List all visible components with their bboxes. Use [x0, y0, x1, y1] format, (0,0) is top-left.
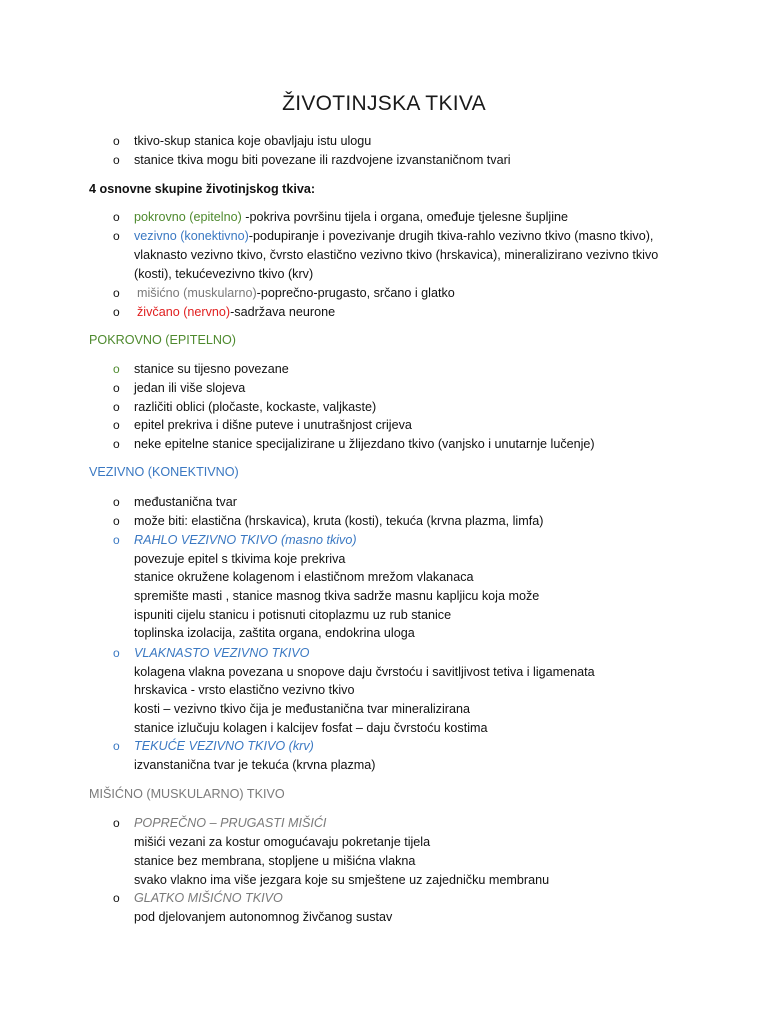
list-item: stanice bez membrana, stopljene u mišićna vlakna [134, 854, 416, 868]
list-item: kolagena vlakna povezana u snopove daju čvrstoću i savitljivost tetiva i ligamenata [134, 665, 595, 679]
bullet-icon: o [113, 381, 120, 395]
list-item: izvanstanična tvar je tekuća (krvna plazma) [134, 758, 376, 772]
list-item: mišići vezani za kostur omogućavaju pokretanje tijela [134, 835, 431, 849]
bullet-icon: o [113, 400, 120, 414]
bullet-icon: o [113, 514, 120, 528]
list-item: različiti oblici (pločaste, kockaste, valjkaste) [134, 400, 377, 414]
subsection-title-vlaknasto: VLAKNASTO VEZIVNO TKIVO [134, 646, 310, 660]
group-misicno-text: -poprečno-prugasto, srčano i glatko [256, 286, 455, 300]
bullet-icon: o [113, 646, 120, 660]
section-heading-vezivno: VEZIVNO (KONEKTIVNO) [89, 465, 239, 479]
bullet-icon: o [113, 305, 120, 319]
bullet-icon: o [113, 153, 120, 167]
list-item: stanice okružene kolagenom i elastičnom mrežom vlakanaca [134, 570, 474, 584]
group-vezivno-text: -podupiranje i povezivanje drugih tkiva-rahlo vezivno tkivo (masno tkivo), [248, 229, 654, 243]
list-item: pod djelovanjem autonomnog živčanog sustav [134, 910, 393, 924]
bullet-icon: o [113, 418, 120, 432]
group-epitel-text: -pokriva površinu tijela i organa, omeđuje tjelesne šupljine [241, 210, 569, 224]
subsection-title-glatko: GLATKO MIŠIĆNO TKIVO [134, 891, 283, 905]
section-heading-epitel: POKROVNO (EPITELNO) [89, 333, 236, 347]
bullet-icon: o [113, 437, 120, 451]
list-item: spremište masti , stanice masnog tkiva sadrže masnu kapljicu koja može [134, 589, 540, 603]
bullet-icon: o [113, 210, 120, 224]
group-misicno-name: mišićno (muskularno) [137, 286, 257, 300]
group-zivcano [137, 303, 335, 321]
group-epitel [134, 208, 568, 226]
group-vezivno-line2: vlaknasto vezivno tkivo, čvrsto elastično vezivno tkivo (hrskavica), mineralizirano vezivno tkivo [134, 248, 659, 262]
bullet-icon: o [113, 495, 120, 509]
group-epitel-name: pokrovno (epitelno) [134, 210, 242, 224]
list-item: stanice izlučuju kolagen i kalcijev fosfat – daju čvrstoću kostima [134, 721, 488, 735]
list-item: jedan ili više slojeva [134, 381, 246, 395]
subsection-title-tekuce: TEKUĆE VEZIVNO TKIVO (krv) [134, 739, 314, 753]
list-item: može biti: elastična (hrskavica), kruta (kosti), tekuća (krvna plazma, limfa) [134, 514, 544, 528]
bullet-icon: o [113, 286, 120, 300]
section-heading-misicno: MIŠIĆNO (MUSKULARNO) TKIVO [89, 787, 285, 801]
list-item: svako vlakno ima više jezgara koje su smještene uz zajedničku membranu [134, 873, 550, 887]
bullet-icon: o [113, 229, 120, 243]
bullet-icon: o [113, 134, 120, 148]
list-item: hrskavica - vrsto elastično vezivno tkivo [134, 683, 355, 697]
list-item: kosti – vezivno tkivo čija je međustanična tvar mineralizirana [134, 702, 470, 716]
list-item: povezuje epitel s tkivima koje prekriva [134, 552, 346, 566]
intro-line: stanice tkiva mogu biti povezane ili razdvojene izvanstaničnom tvari [134, 153, 511, 167]
group-zivcano-name: živčano (nervno) [137, 305, 231, 319]
page-title: ŽIVOTINJSKA TKIVA [282, 92, 486, 115]
group-vezivno [134, 227, 653, 245]
bullet-icon: o [113, 362, 120, 376]
bullet-icon: o [113, 533, 120, 547]
group-vezivno-name: vezivno (konektivno) [134, 229, 249, 243]
group-vezivno-line3: (kosti), tekućevezivno tkivo (krv) [134, 267, 314, 281]
list-item: epitel prekriva i dišne puteve i unutrašnjost crijeva [134, 418, 412, 432]
list-item: ispuniti cijelu stanicu i potisnuti citoplazmu uz rub stanice [134, 608, 452, 622]
list-item: neke epitelne stanice specijalizirane u žlijezdano tkivo (vanjsko i unutarnje lučenje) [134, 437, 595, 451]
group-misicno [137, 284, 455, 302]
list-item: međustanična tvar [134, 495, 237, 509]
subsection-title-rahlo: RAHLO VEZIVNO TKIVO (masno tkivo) [134, 533, 357, 547]
subsection-title-poprecno: POPREČNO – PRUGASTI MIŠIĆI [134, 816, 327, 830]
groups-heading: 4 osnovne skupine životinjskog tkiva: [89, 182, 316, 196]
group-zivcano-text: -sadržava neurone [230, 305, 336, 319]
bullet-icon: o [113, 816, 120, 830]
bullet-icon: o [113, 739, 120, 753]
list-item: stanice su tijesno povezane [134, 362, 289, 376]
list-item: toplinska izolacija, zaštita organa, endokrina uloga [134, 626, 415, 640]
bullet-icon: o [113, 891, 120, 905]
intro-line: tkivo-skup stanica koje obavljaju istu ulogu [134, 134, 372, 148]
